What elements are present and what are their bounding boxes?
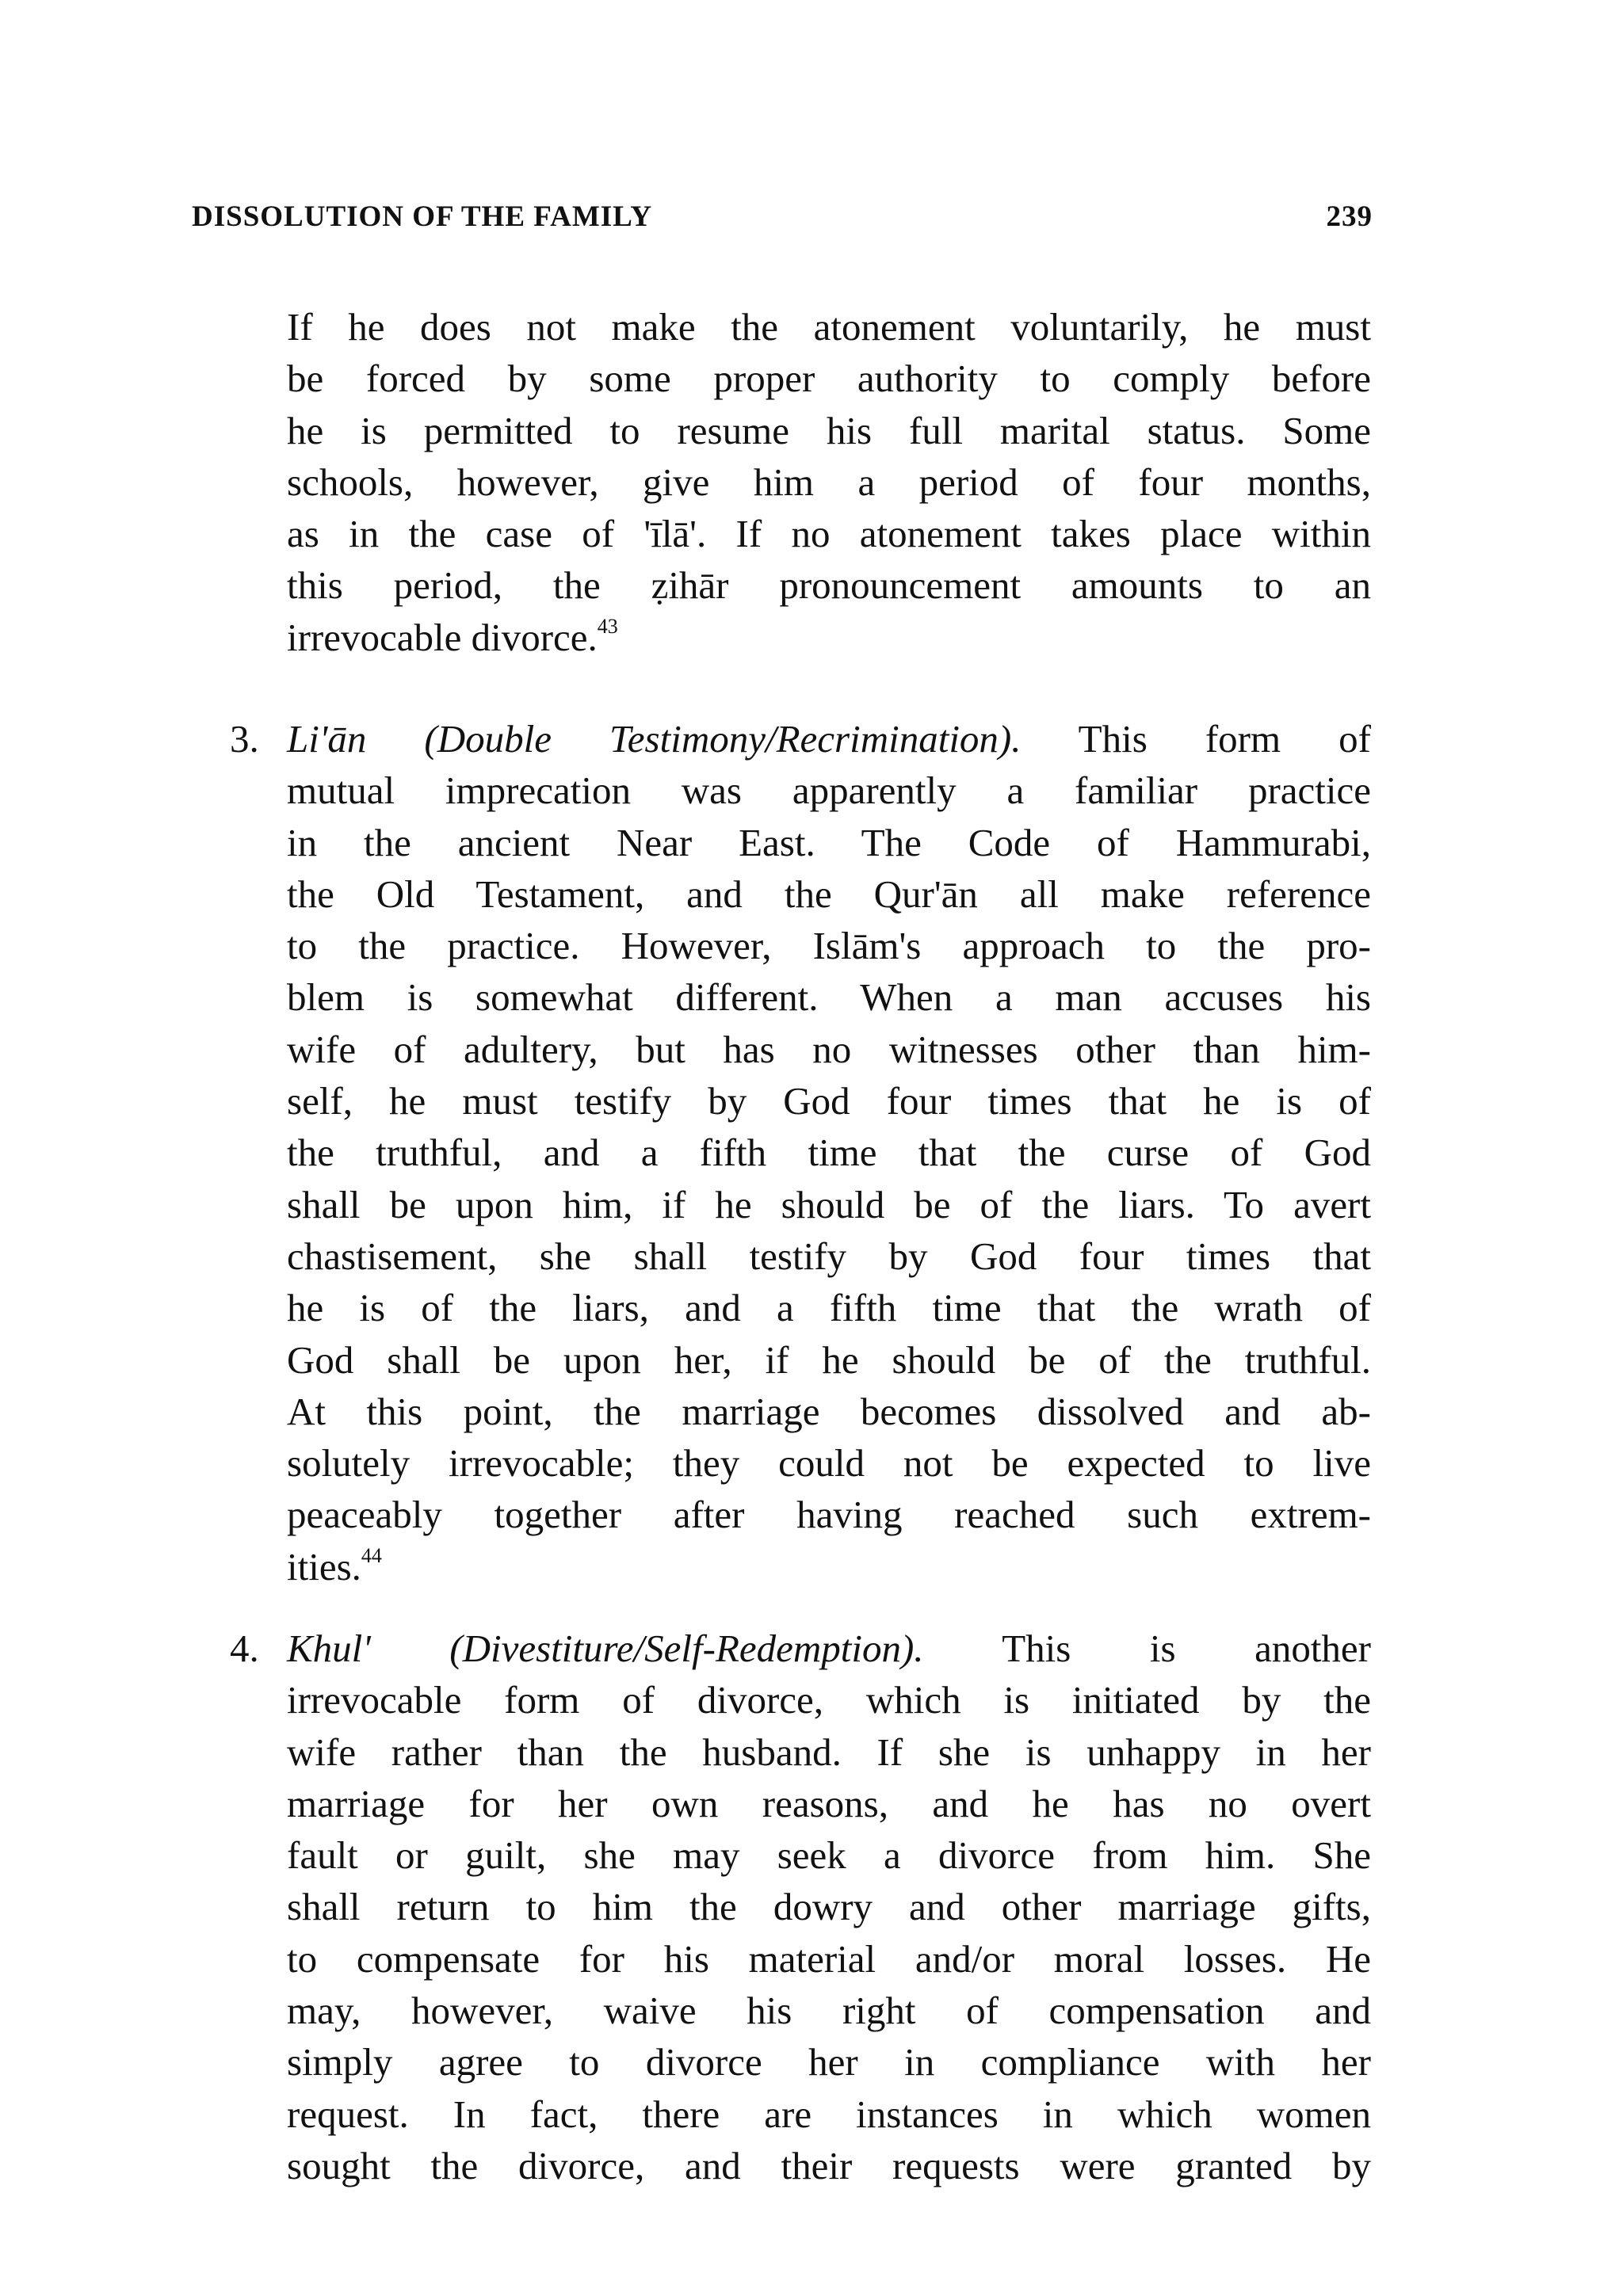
text-line: peaceably together after having reached such extrem-: [287, 1493, 1371, 1537]
text-line: shall return to him the dowry and other marriage gifts,: [287, 1885, 1371, 1929]
text-line-content: This is another: [923, 1627, 1371, 1670]
text-line-last: [287, 612, 1371, 663]
text-line: the truthful, and a fifth time that the curse of God: [287, 1131, 1371, 1175]
text-line: schools, however, give him a period of four months,: [287, 460, 1371, 504]
text-line: to the practice. However, Islām's approach to the pro-: [287, 924, 1371, 968]
text-line-content: This form of: [1021, 717, 1371, 761]
text-line: marriage for her own reasons, and he has no overt: [287, 1781, 1371, 1825]
footnote-ref: 43: [597, 614, 618, 638]
text-line: irrevocable form of divorce, which is initiated by the: [287, 1678, 1371, 1722]
text-line: solutely irrevocable; they could not be expected to live: [287, 1441, 1371, 1486]
text-line: he is of the liars, and a fifth time that the wrath of: [287, 1286, 1371, 1330]
running-header: [192, 200, 1373, 239]
text-line: wife rather than the husband. If she is unhappy in her: [287, 1730, 1371, 1774]
text-line-last: [287, 1541, 1371, 1592]
text-line: blem is somewhat different. When a man accuses his: [287, 975, 1371, 1020]
text-line: God shall be upon her, if he should be of the truthful.: [287, 1337, 1371, 1382]
text-line-heading: [287, 1623, 1371, 1674]
text-line-heading: [287, 713, 1371, 765]
text-line-content: irrevocable divorce.: [287, 615, 598, 659]
text-line: he is permitted to resume his full marital status. Some: [287, 408, 1371, 452]
item-title: Khul' (Divestiture/Self-Redemption).: [287, 1627, 924, 1670]
item-number-4: 4.: [230, 1627, 259, 1670]
text-line: shall be upon him, if he should be of the liars. To avert: [287, 1182, 1371, 1226]
text-line: mutual imprecation was apparently a familiar practice: [287, 769, 1371, 813]
item-number-3: 3.: [230, 717, 259, 761]
text-line: be forced by some proper authority to comply before: [287, 357, 1371, 401]
text-line: fault or guilt, she may seek a divorce from him. She: [287, 1833, 1371, 1878]
paragraph-khul: [287, 1623, 1371, 2191]
page-number: 239: [1326, 200, 1373, 233]
footnote-ref: 44: [361, 1543, 382, 1567]
text-line: wife of adultery, but has no witnesses other than him-: [287, 1027, 1371, 1071]
paragraph-atonement: [287, 301, 1371, 663]
text-line: At this point, the marriage becomes dissolved and ab-: [287, 1389, 1371, 1433]
item-title: Li'ān (Double Testimony/Recrimination).: [287, 717, 1022, 761]
text-line: request. In fact, there are instances in which women: [287, 2092, 1371, 2136]
text-line: the Old Testament, and the Qur'ān all make reference: [287, 871, 1371, 916]
text-line: as in the case of 'īlā'. If no atonement takes place within: [287, 512, 1371, 556]
text-line: If he does not make the atonement voluntarily, he must: [287, 305, 1371, 349]
text-line: to compensate for his material and/or moral losses. He: [287, 1936, 1371, 1981]
text-line: sought the divorce, and their requests were granted by: [287, 2143, 1371, 2187]
paragraph-lian: [287, 713, 1371, 1592]
text-line: in the ancient Near East. The Code of Hammurabi,: [287, 820, 1371, 864]
text-line-content: ities.: [287, 1544, 361, 1589]
running-title: DISSOLUTION OF THE FAMILY: [192, 200, 653, 233]
text-line: self, he must testify by God four times that he is of: [287, 1079, 1371, 1123]
text-line: this period, the ẓihār pronouncement amounts to an: [287, 563, 1371, 608]
text-line: chastisement, she shall testify by God four times that: [287, 1234, 1371, 1278]
text-line: may, however, waive his right of compensation and: [287, 1989, 1371, 2033]
text-line: simply agree to divorce her in compliance with her: [287, 2040, 1371, 2084]
